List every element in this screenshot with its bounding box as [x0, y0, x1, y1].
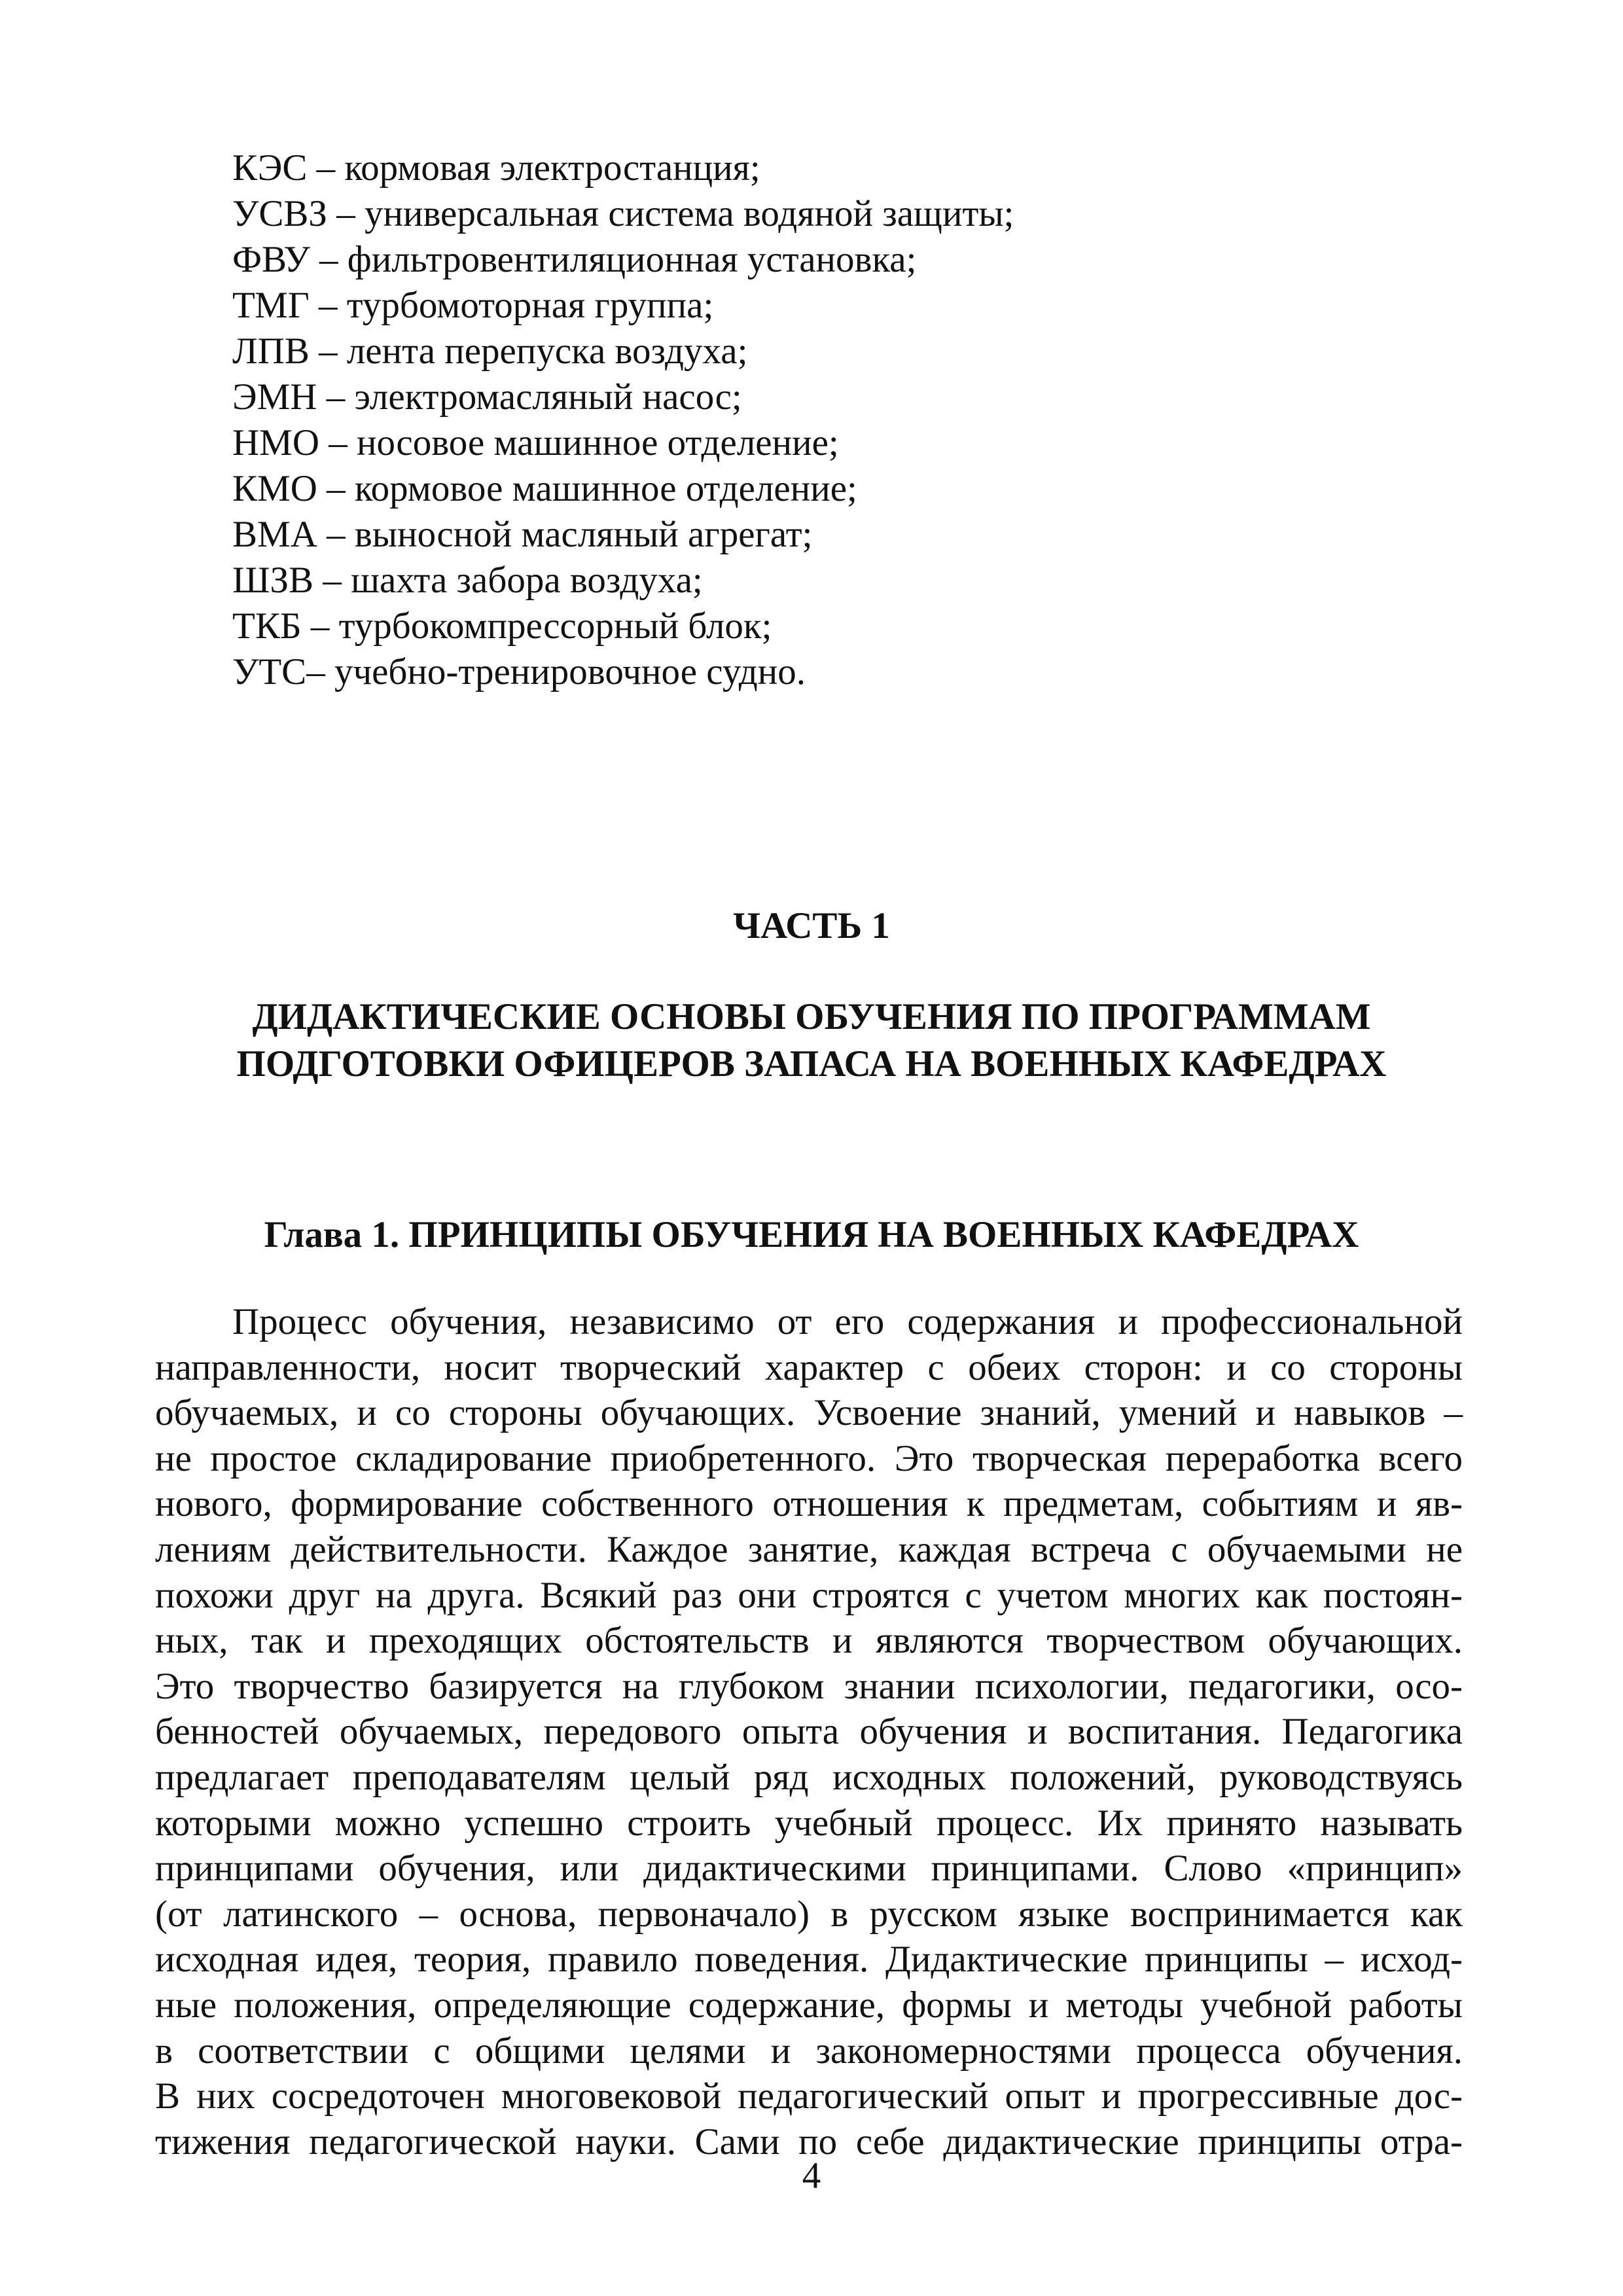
abbreviation-list	[232, 145, 1476, 695]
paragraph-line: которыми можно успешно строить учебный процесс. Их принято называть	[155, 1802, 1463, 1844]
paragraph-line: исходная идея, теория, правило поведения. Дидактические принципы – исход-	[155, 1939, 1463, 1981]
abbreviation-item: ШЗВ – шахта забора воздуха;	[232, 560, 703, 601]
paragraph-line: похожи друг на друга. Всякий раз они строятся с учетом многих как постоян-	[155, 1574, 1463, 1616]
paragraph-line: предлагает преподавателям целый ряд исходных положений, руководствуясь	[155, 1756, 1463, 1798]
part-subtitle-line: ДИДАКТИЧЕСКИЕ ОСНОВЫ ОБУЧЕНИЯ ПО ПРОГРАММАМ	[252, 996, 1371, 1037]
paragraph-line: не простое складирование приобретенного. Это творческая переработка всего	[155, 1437, 1463, 1479]
abbreviation-item: УТС– учебно-тренировочное судно.	[232, 651, 806, 692]
paragraph-line: в соответствии с общими целями и закономерностями процесса обучения.	[155, 2030, 1463, 2072]
chapter-title: Глава 1. ПРИНЦИПЫ ОБУЧЕНИЯ НА ВОЕННЫХ КАФЕДРАХ	[264, 1214, 1359, 1255]
abbreviation-item: ТКБ – турбокомпрессорный блок;	[232, 605, 772, 647]
paragraph-line: Это творчество базируется на глубоком знании психологии, педагогики, осо-	[155, 1665, 1463, 1707]
paragraph-line: принципами обучения, или дидактическими принципами. Слово «принцип»	[155, 1848, 1463, 1890]
abbreviation-item: НМО – носовое машинное отделение;	[232, 422, 839, 463]
abbreviation-item: ЭМН – электромасляный насос;	[232, 376, 742, 418]
abbreviation-item: УСВЗ – универсальная система водяной защиты;	[232, 193, 1014, 234]
paragraph-line: нового, формирование собственного отношения к предметам, событиям и яв-	[155, 1483, 1463, 1525]
part-subtitle	[0, 994, 1623, 1088]
abbreviation-item: ФВУ – фильтровентиляционная установка;	[232, 239, 917, 280]
abbreviation-item: ТМГ – турбомоторная группа;	[232, 285, 714, 326]
paragraph-line: бенностей обучаемых, передового опыта обучения и воспитания. Педагогика	[155, 1711, 1463, 1753]
page-number: 4	[802, 2155, 821, 2197]
abbreviation-item: ЛПВ – лента перепуска воздуха;	[232, 331, 748, 372]
paragraph-line: направленности, носит творческий характер с обеих сторон: и со стороны	[155, 1346, 1463, 1388]
part-title: ЧАСТЬ 1	[733, 905, 890, 946]
abbreviation-item: КЭС – кормовая электростанция;	[232, 147, 760, 188]
part-subtitle-line: ПОДГОТОВКИ ОФИЦЕРОВ ЗАПАСА НА ВОЕННЫХ КАФЕДРАХ	[236, 1043, 1387, 1085]
paragraph-line: ные положения, определяющие содержание, формы и методы учебной работы	[155, 1984, 1463, 2026]
paragraph-line: Процесс обучения, независимо от его содержания и профессиональной	[232, 1301, 1463, 1342]
abbreviation-item: КМО – кормовое машинное отделение;	[232, 468, 857, 509]
paragraph-line: обучаемых, и со стороны обучающих. Усвоение знаний, умений и навыков –	[155, 1392, 1463, 1434]
paragraph-line: тижения педагогической науки. Сами по себе дидактические принципы отра-	[155, 2121, 1463, 2162]
paragraph-line: (от латинского – основа, первоначало) в русском языке воспринимается как	[155, 1893, 1463, 1935]
body-paragraph	[155, 1299, 1463, 2164]
paragraph-line: В них сосредоточен многовековой педагогический опыт и прогрессивные дос-	[155, 2075, 1463, 2117]
paragraph-line: ных, так и преходящих обстоятельств и являются творчеством обучающих.	[155, 1620, 1463, 1662]
abbreviation-item: ВМА – выносной масляный агрегат;	[232, 514, 813, 555]
paragraph-line: лениям действительности. Каждое занятие, каждая встреча с обучаемыми не	[155, 1528, 1463, 1570]
